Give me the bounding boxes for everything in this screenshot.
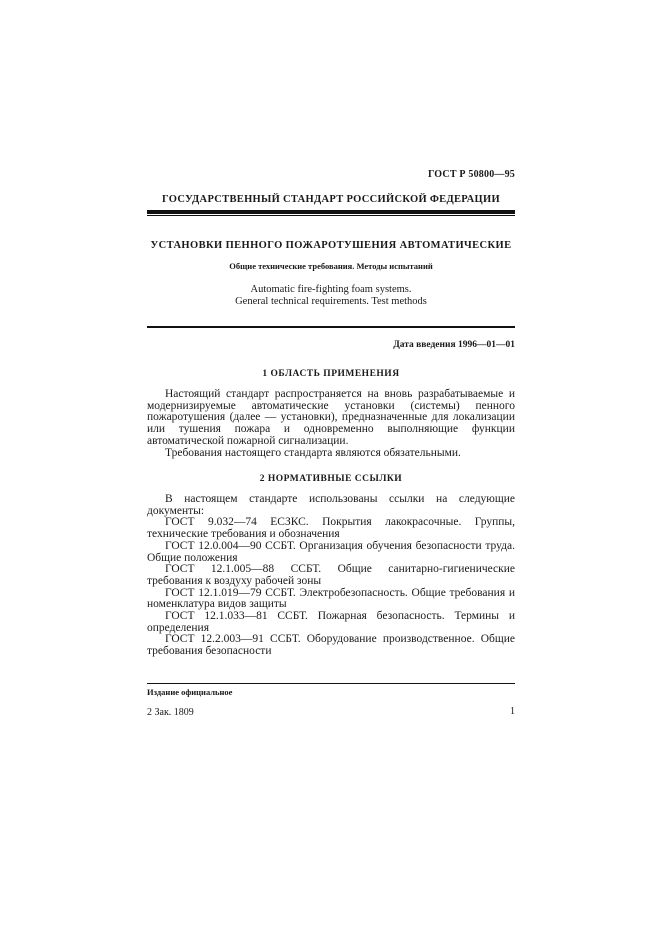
print-order-number: 2 Зак. 1809 [147,707,194,718]
section-1-heading: 1 ОБЛАСТЬ ПРИМЕНЕНИЯ [262,369,400,379]
reference-item: ГОСТ 12.1.019—79 ССБТ. Электробезопасность. Общие требования и номенклатура видов защиты [147,586,515,611]
title-rule [147,326,515,328]
reference-item: ГОСТ 12.1.033—81 ССБТ. Пожарная безопасность. Термины и определения [147,610,515,634]
footer-rule [147,683,515,684]
section-1-body [147,389,515,459]
official-edition-label: Издание официальное [147,687,233,697]
header-rule-thin [147,215,515,216]
document-code: ГОСТ Р 50800—95 [427,169,515,180]
reference-item: ГОСТ 12.2.003—91 ССБТ. Оборудование производственное. Общие требования безопасности [147,633,515,658]
reference-item: ГОСТ 12.0.004—90 ССБТ. Организация обучения безопасности труда. Общие положения [147,539,515,564]
document-subtitle: Общие технические требования. Методы испытаний [229,261,433,271]
reference-item: ГОСТ 12.1.005—88 ССБТ. Общие санитарно-гигиенические требования к воздуху рабочей зоны [147,563,515,587]
header-rule-thick [147,210,515,214]
section-2-body [147,494,515,658]
reference-item: ГОСТ 9.032—74 ЕСЗКС. Покрытия лакокрасочные. Группы, технические требования и обозначения [147,516,515,541]
page-number: 1 [510,706,515,717]
section-1-paragraph-2: Требования настоящего стандарта являются обязательными. [165,446,461,459]
section-1-paragraph-1: Настоящий стандарт распространяется на вновь разрабатываемые и модернизируемые автоматические установки (системы) пенного пожаротушения (далее — установки), предназначенные для локализации или тушения пожара и одновременно выполняющие функции автоматической пожарной сигнализации. [147,388,515,447]
english-title [147,284,515,308]
section-2-intro: В настоящем стандарте использованы ссылки на следующие документы: [147,493,515,517]
state-standard-heading: ГОСУДАРСТВЕННЫЙ СТАНДАРТ РОССИЙСКОЙ ФЕДЕРАЦИИ [162,194,500,205]
document-title: УСТАНОВКИ ПЕННОГО ПОЖАРОТУШЕНИЯ АВТОМАТИЧЕСКИЕ [150,240,512,251]
english-title-line-1: Automatic fire-fighting foam systems. [250,284,412,295]
introduction-date: Дата введения 1996—01—01 [393,340,515,350]
english-title-line-2: General technical requirements. Test methods [235,296,427,307]
section-2-heading: 2 НОРМАТИВНЫЕ ССЫЛКИ [259,474,403,484]
